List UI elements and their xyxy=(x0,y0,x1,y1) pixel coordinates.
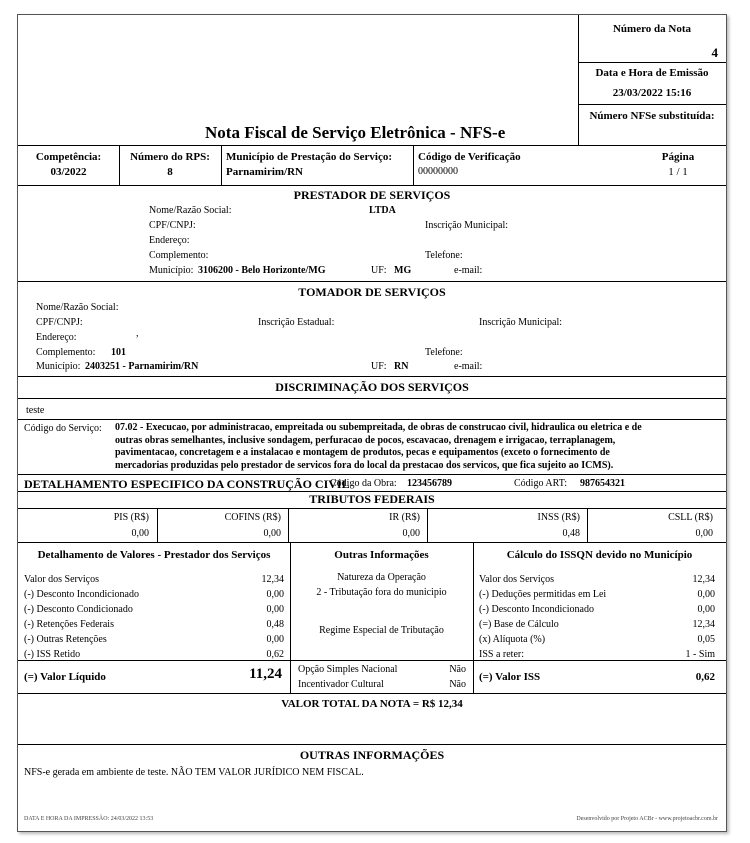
tomador-inscricao-municipal-label: Inscrição Municipal: xyxy=(479,317,563,328)
competencia: 03/2022 xyxy=(50,166,87,178)
construcao-title: DETALHAMENTO ESPECIFICO DA CONSTRUÇÃO CIVIL xyxy=(24,477,350,491)
prestador-municipio-label: Município: xyxy=(149,265,194,276)
simples-nacional-value: Não xyxy=(449,664,466,675)
prestador-municipio: 3106200 - Belo Horizonte/MG xyxy=(198,265,326,276)
codigo-art: 987654321 xyxy=(580,478,625,489)
pagina: 1 / 1 xyxy=(668,166,688,178)
prestador-telefone-label: Telefone: xyxy=(425,250,463,261)
pis-value: 0,00 xyxy=(131,528,149,539)
incentivador-label: Incentivador Cultural xyxy=(298,679,384,690)
pis-label: PIS (R$) xyxy=(113,512,149,523)
valor-row: (-) ISS Retido 0,62 xyxy=(24,649,284,660)
codigo-servico-descricao xyxy=(115,422,642,472)
competencia-label: Competência: xyxy=(35,151,102,163)
tomador-complemento-label: Complemento: xyxy=(36,347,96,358)
natureza-value: 2 - Tributação fora do municipio xyxy=(316,587,447,598)
valor-liquido: 11,24 xyxy=(249,666,282,682)
tomador-title: TOMADOR DE SERVIÇOS xyxy=(298,285,446,299)
tomador-cpf-label: CPF/CNPJ: xyxy=(36,317,83,328)
issqn-title: Cálculo do ISSQN devido no Município xyxy=(506,549,693,561)
regime-especial-label: Regime Especial de Tributação xyxy=(319,625,444,636)
natureza-label: Natureza da Operação xyxy=(337,572,426,583)
ir-label: IR (R$) xyxy=(389,512,420,523)
prestador-uf: MG xyxy=(394,265,412,276)
prestador-complemento-label: Complemento: xyxy=(149,250,209,261)
inss-label: INSS (R$) xyxy=(537,512,580,523)
municipio-prestacao-label: Município de Prestação do Serviço: xyxy=(226,151,392,163)
outras-informacoes-texto: NFS-e gerada em ambiente de teste. NÃO TEM VALOR JURÍDICO NEM FISCAL. xyxy=(24,767,364,778)
codigo-obra-label: Código da Obra: xyxy=(330,478,397,489)
valor-total: VALOR TOTAL DA NOTA = R$ 12,34 xyxy=(281,698,463,710)
issqn-row: (-) Deduções permitidas em Lei 0,00 xyxy=(479,589,715,600)
valor-row: (-) Retenções Federais 0,48 xyxy=(24,619,284,630)
tomador-inscricao-estadual-label: Inscrição Estadual: xyxy=(258,317,335,328)
tomador-nome-label: Nome/Razão Social: xyxy=(36,302,119,313)
data-emissao: 23/03/2022 15:16 xyxy=(612,87,692,99)
valor-row: (-) Desconto Condicionado 0,00 xyxy=(24,604,284,615)
tomador-endereco-label: Endereço: xyxy=(36,332,77,343)
discriminacao-texto: teste xyxy=(26,405,45,416)
valor-iss-label: (=) Valor ISS xyxy=(479,671,541,683)
desenvolvido-por: Desenvolvido por Projeto ACBr - www.projetoacbr.com.br xyxy=(576,816,718,822)
prestador-cpf-label: CPF/CNPJ: xyxy=(149,220,196,231)
discriminacao-title: DISCRIMINAÇÃO DOS SERVIÇOS xyxy=(275,380,469,394)
tomador-complemento: 101 xyxy=(111,347,126,358)
issqn-row: Valor dos Serviços 12,34 xyxy=(479,574,715,585)
tomador-telefone-label: Telefone: xyxy=(425,347,463,358)
valor-row: (-) Outras Retenções 0,00 xyxy=(24,634,284,645)
page-title: Nota Fiscal de Serviço Eletrônica - NFS-e xyxy=(205,123,506,142)
prestador-email-label: e-mail: xyxy=(454,265,483,276)
csll-label: CSLL (R$) xyxy=(668,512,713,523)
simples-nacional-label: Opção Simples Nacional xyxy=(298,664,398,675)
tomador-endereco: , xyxy=(136,328,139,339)
prestador-uf-label: UF: xyxy=(371,265,387,276)
incentivador-value: Não xyxy=(449,679,466,690)
cofins-label: COFINS (R$) xyxy=(224,512,281,523)
nfse-document xyxy=(17,14,727,832)
substituida-label: Número NFSe substituída: xyxy=(589,110,715,122)
codigo-verificacao: 00000000 xyxy=(418,166,458,177)
numero-nota-label: Número da Nota xyxy=(612,23,691,35)
issqn-row: (-) Desconto Incondicionado 0,00 xyxy=(479,604,715,615)
valores-title: Detalhamento de Valores - Prestador dos Serviços xyxy=(37,549,271,561)
prestador-endereco-label: Endereço: xyxy=(149,235,190,246)
valor-iss: 0,62 xyxy=(695,671,715,683)
municipio-prestacao: Parnamirim/RN xyxy=(226,166,303,178)
codigo-servico-line: pavimentacao, concretagem e a instalacao e montagem de produtos, pecas e equipamentos (exceto o fornecimento de xyxy=(115,447,610,458)
codigo-servico-label: Código do Serviço: xyxy=(24,423,102,434)
outras-info-title: Outras Informações xyxy=(334,549,429,561)
issqn-row: (x) Alíquota (%) 0,05 xyxy=(479,634,715,645)
tomador-uf-label: UF: xyxy=(371,361,387,372)
ir-value: 0,00 xyxy=(402,528,420,539)
prestador-title: PRESTADOR DE SERVIÇOS xyxy=(293,188,451,202)
prestador-inscricao-municipal-label: Inscrição Municipal: xyxy=(425,220,509,231)
tributos-title: TRIBUTOS FEDERAIS xyxy=(309,492,435,506)
issqn-row: ISS a reter: 1 - Sim xyxy=(479,649,715,660)
rps-number: 8 xyxy=(167,166,173,178)
csll-value: 0,00 xyxy=(695,528,713,539)
valores-list xyxy=(24,572,284,662)
cofins-value: 0,00 xyxy=(263,528,281,539)
inss-value: 0,48 xyxy=(562,528,580,539)
pagina-label: Página xyxy=(661,151,695,163)
prestador-nome-label: Nome/Razão Social: xyxy=(149,205,232,216)
codigo-verificacao-label: Código de Verificação xyxy=(418,151,521,163)
codigo-servico-line: 07.02 - Execucao, por administracao, empreitada ou subempreitada, de obras de construcao civil, hidraulica ou eletrica e de xyxy=(115,422,642,433)
rps-label: Número do RPS: xyxy=(130,151,210,163)
numero-nota: 4 xyxy=(711,45,718,60)
codigo-servico-line: mercadorias produzidas pelo prestador de servicos fora do local da prestacao dos servicos, que fica sujeito ao ICMS). xyxy=(115,459,614,471)
codigo-servico-line: outras obras semelhantes, inclusive sondagem, perfuracao de pocos, escavacao, drenagem e irrigacao, terraplanagem, xyxy=(115,434,616,446)
tomador-municipio-label: Município: xyxy=(36,361,81,372)
data-impressao: DATA E HORA DA IMPRESSÃO: 24/03/2022 13:53 xyxy=(24,816,154,822)
tomador-uf: RN xyxy=(394,361,409,372)
valor-row: (-) Desconto Incondicionado 0,00 xyxy=(24,589,284,600)
valor-row: Valor dos Serviços 12,34 xyxy=(24,574,284,585)
tomador-email-label: e-mail: xyxy=(454,361,483,372)
prestador-nome: LTDA xyxy=(369,205,396,216)
issqn-list xyxy=(479,572,715,662)
issqn-row: (=) Base de Cálculo 12,34 xyxy=(479,619,715,630)
codigo-art-label: Código ART: xyxy=(514,478,568,489)
data-emissao-label: Data e Hora de Emissão xyxy=(595,67,709,79)
valor-liquido-label: (=) Valor Líquido xyxy=(24,671,106,683)
outras-informacoes-title: OUTRAS INFORMAÇÕES xyxy=(299,748,445,762)
tomador-municipio: 2403251 - Parnamirim/RN xyxy=(85,361,199,372)
codigo-obra: 123456789 xyxy=(407,478,452,489)
